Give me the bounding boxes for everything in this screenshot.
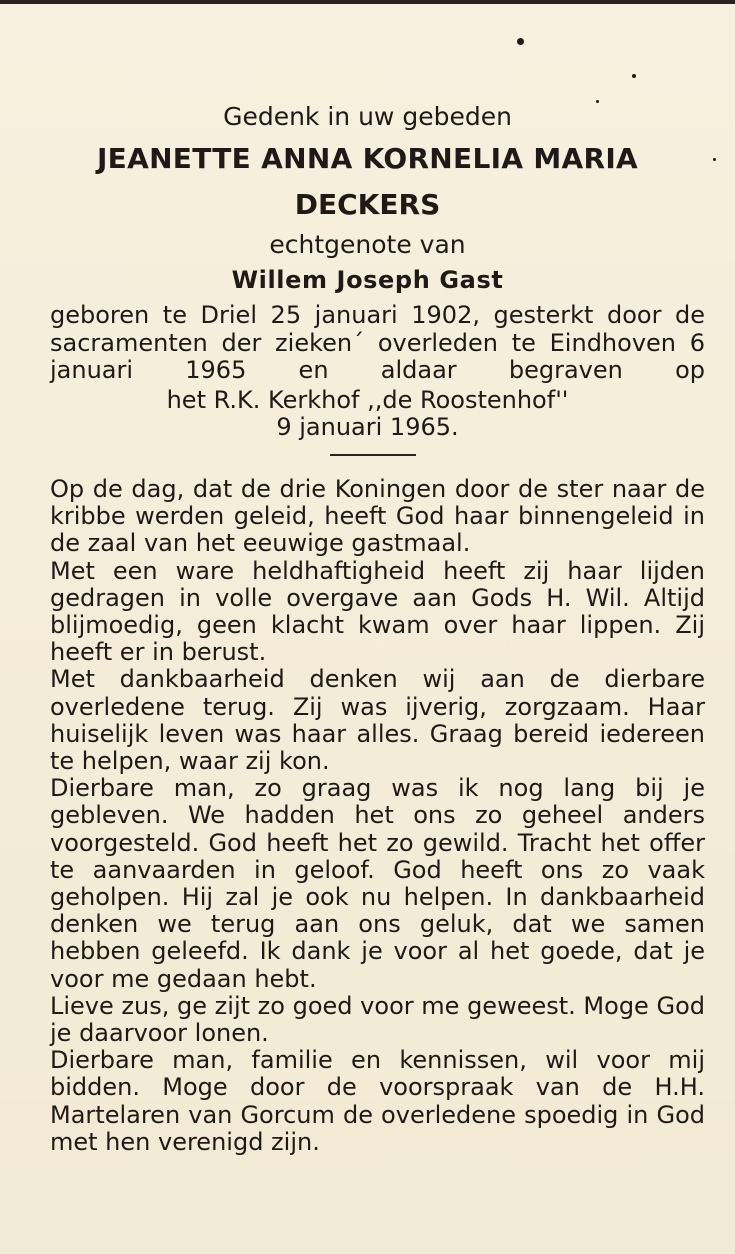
spouse-label: echtgenote van	[269, 230, 466, 259]
paragraph: Lieve zus, ge zijt zo goed voor me geweest. Moge God je daarvoor lonen.	[50, 991, 705, 1048]
paragraph: Dierbare man, zo graag was ik nog lang bij je gebleven. We hadden het ons zo geheel anders voorgesteld. God heeft het zo gewild. Tracht het offer te aanvaarden in geloof. God heeft ons zo vaak geholpen. Hij zal je ook nu helpen. In dankbaarheid denken we terug aan ons geluk, dat we samen hebben geleefd. Ik dank je voor al het goede, dat je voor me gedaan hebt.	[50, 774, 705, 993]
bio-text: geboren te Driel 25 januari 1902, gesterkt door de sacramenten der zieken´ overleden te Eindhoven 6 januari 1965 en aldaar begraven op	[50, 301, 705, 384]
paragraph: Met dankbaarheid denken wij aan de dierbare overledene terug. Zij was ijverig, zorgzaam. Haar huiselijk leven was haar alles. Graag bereid iedereen te helpen, waar zij kon.	[50, 665, 705, 776]
memorial-text	[50, 476, 705, 1156]
intro-line: Gedenk in uw gebeden	[223, 102, 512, 131]
paragraph: Met een ware heldhaftigheid heeft zij haar lijden gedragen in volle overgave aan Gods H. Wil. Altijd blijmoedig, geen klacht kwam over haar lippen. Zij heeft er in berust.	[50, 556, 705, 667]
ink-speck	[517, 38, 524, 45]
ink-speck	[596, 100, 599, 103]
burial-date: 9 januari 1965.	[276, 413, 459, 441]
divider-rule	[330, 454, 416, 456]
ink-speck	[713, 158, 716, 161]
burial-place: het R.K. Kerkhof ,,de Roostenhof''	[166, 386, 569, 414]
deceased-name-line1: JEANETTE ANNA KORNELIA MARIA	[96, 142, 639, 175]
deceased-name-line2: DECKERS	[294, 188, 441, 221]
ink-speck	[632, 74, 636, 78]
paragraph: Dierbare man, familie en kennissen, wil voor mij bidden. Moge door de voorspraak van de H.H. Martelaren van Gorcum de overledene spoedig in God met hen verenigd zijn.	[50, 1046, 705, 1156]
spouse-name: Willem Joseph Gast	[231, 266, 504, 294]
paragraph: Op de dag, dat de drie Koningen door de ster naar de kribbe werden geleid, heeft God haar binnengeleid in de zaal van het eeuwige gastmaal.	[50, 475, 705, 558]
